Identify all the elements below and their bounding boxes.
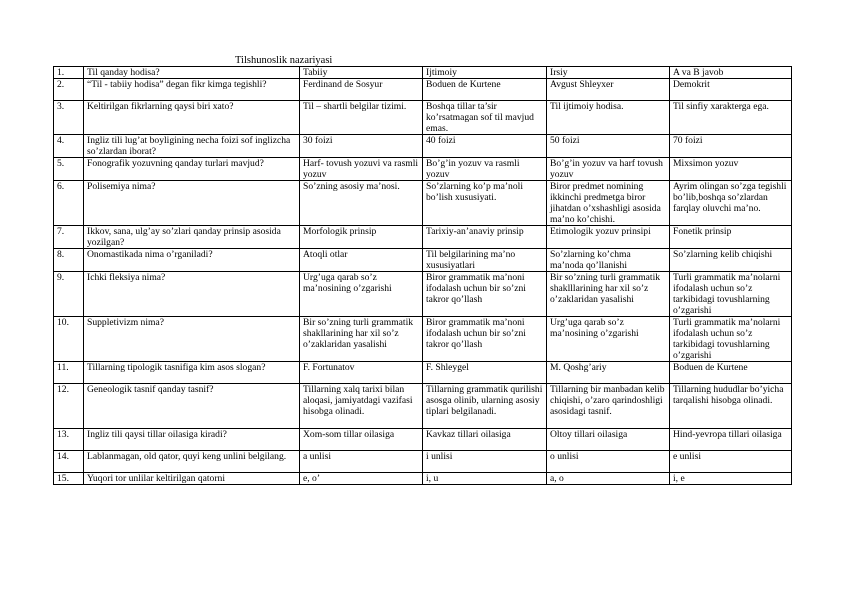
table-row	[54, 473, 792, 485]
answer-option-c: 50 foizi	[547, 135, 670, 158]
answer-option-c: Biror predmet nomining ikkinchi predmetga biror jihatdan o’xshashligi asosida ma’no ko’chishi.	[547, 181, 670, 226]
question-number: 7.	[54, 226, 84, 249]
answer-option-a: Ferdinand de Sosyur	[300, 79, 423, 101]
answer-option-b: i, u	[423, 473, 547, 485]
question-number: 6.	[54, 181, 84, 226]
answer-option-c: Bo’g’in yozuv va harf tovush yozuv	[547, 158, 670, 181]
answer-option-d: Ayrim olingan so’zga tegishli bo’lib,boshqa so’zlardan farqlay oluvchi ma’no.	[670, 181, 792, 226]
answer-option-a: Xom-som tillar oilasiga	[300, 429, 423, 451]
answer-option-d: A va B javob	[670, 67, 792, 79]
answer-option-c: M. Qoshg’ariy	[547, 362, 670, 384]
question-number: 9.	[54, 272, 84, 317]
question-text: Ingliz tili qaysi tillar oilasiga kiradi?	[84, 429, 300, 451]
question-text: Yuqori tor unlilar keltirilgan qatorni	[84, 473, 300, 485]
table-row	[54, 79, 792, 101]
answer-option-d: Mixsimon yozuv	[670, 158, 792, 181]
answer-option-b: Ijtimoiy	[423, 67, 547, 79]
question-number: 15.	[54, 473, 84, 485]
table-row	[54, 158, 792, 181]
answer-option-c: Tillarning bir manbadan kelib chiqishi, o’zaro qarindoshligi asosidagi tasnif.	[547, 384, 670, 429]
question-number: 2.	[54, 79, 84, 101]
answer-option-a: Tillarning xalq tarixi bilan aloqasi, jamiyatdagi vazifasi hisobga olinadi.	[300, 384, 423, 429]
question-number: 11.	[54, 362, 84, 384]
question-text: Lablanmagan, old qator, quyi keng unlini belgilang.	[84, 451, 300, 473]
table-row	[54, 181, 792, 226]
answer-option-d: Turli grammatik ma’nolarni ifodalash uchun so’z tarkibidagi tovushlarning o’zgarishi	[670, 272, 792, 317]
table-header-row	[54, 67, 792, 79]
question-text: Til qanday hodisa?	[84, 67, 300, 79]
answer-option-a: a unlisi	[300, 451, 423, 473]
answer-option-c: o unlisi	[547, 451, 670, 473]
answer-option-b: So’zlarning ko’p ma’noli bo’lish xususiyati.	[423, 181, 547, 226]
answer-option-b: Tillarning grammatik qurilishi asosga olinib, ularning asosiy tiplari belgilanadi.	[423, 384, 547, 429]
answer-option-a: So’zning asosiy ma’nosi.	[300, 181, 423, 226]
answer-option-c: Urg’uga qarab so’z ma’nosining o’zgarishi	[547, 317, 670, 362]
question-number: 3.	[54, 101, 84, 135]
answer-option-a: Urg’uga qarab so’z ma’nosining o’zgarishi	[300, 272, 423, 317]
question-number: 4.	[54, 135, 84, 158]
answer-option-a: Tabiiy	[300, 67, 423, 79]
answer-option-d: Demokrit	[670, 79, 792, 101]
question-text: Polisemiya nima?	[84, 181, 300, 226]
answer-option-c: Etimologik yozuv prinsipi	[547, 226, 670, 249]
answer-option-d: Fonetik prinsip	[670, 226, 792, 249]
answer-option-b: F. Shleygel	[423, 362, 547, 384]
table-row	[54, 317, 792, 362]
question-text: “Til - tabiiy hodisa” degan fikr kimga tegishli?	[84, 79, 300, 101]
answer-option-c: Oltoy tillari oilasiga	[547, 429, 670, 451]
answer-option-b: Kavkaz tillari oilasiga	[423, 429, 547, 451]
answer-option-d: Hind-yevropa tillari oilasiga	[670, 429, 792, 451]
answer-option-d: Til sinfiy xarakterga ega.	[670, 101, 792, 135]
answer-option-a: F. Fortunatov	[300, 362, 423, 384]
answer-option-b: Biror grammatik ma’noni ifodalash uchun bir so’zni takror qo’llash	[423, 317, 547, 362]
table-row	[54, 226, 792, 249]
question-text: Ingliz tili lug’at boyligining necha foizi sof inglizcha so’zlardan iborat?	[84, 135, 300, 158]
answer-option-b: Bo’g’in yozuv va rasmli yozuv	[423, 158, 547, 181]
question-number: 13.	[54, 429, 84, 451]
answer-option-d: Tillarning hududlar bo’yicha tarqalishi hisobga olinadi.	[670, 384, 792, 429]
table-row	[54, 429, 792, 451]
question-text: Geneologik tasnif qanday tasnif?	[84, 384, 300, 429]
question-number: 5.	[54, 158, 84, 181]
answer-option-c: Bir so’zning turli grammatik shaklllarining har xil so’z o’zaklaridan yasalishi	[547, 272, 670, 317]
table-row	[54, 451, 792, 473]
answer-option-b: 40 foizi	[423, 135, 547, 158]
answer-option-a: e, o’	[300, 473, 423, 485]
answer-option-a: Morfologik prinsip	[300, 226, 423, 249]
question-text: Suppletivizm nima?	[84, 317, 300, 362]
question-text: Ichki fleksiya nima?	[84, 272, 300, 317]
answer-option-b: Til belgilarining ma’no xususiyatlari	[423, 249, 547, 272]
answer-option-c: Irsiy	[547, 67, 670, 79]
answer-option-a: Bir so’zning turli grammatik shakllarining har xil so’z o’zaklaridan yasalishi	[300, 317, 423, 362]
question-number: 12.	[54, 384, 84, 429]
question-text: Onomastikada nima o’rganiladi?	[84, 249, 300, 272]
table-row	[54, 362, 792, 384]
answer-option-c: a, o	[547, 473, 670, 485]
answer-option-d: i, e	[670, 473, 792, 485]
question-text: Keltirilgan fikrlarning qaysi biri xato?	[84, 101, 300, 135]
question-text: Ikkov, sana, ulg’ay so’zlari qanday prinsip asosida yozilgan?	[84, 226, 300, 249]
quiz-table	[53, 66, 792, 485]
answer-option-d: 70 foizi	[670, 135, 792, 158]
answer-option-a: Atoqli otlar	[300, 249, 423, 272]
answer-option-d: Turli grammatik ma’nolarni ifodalash uchun so’z tarkibidagi tovushlarning o’zgarishi	[670, 317, 792, 362]
answer-option-c: Avgust Shleyxer	[547, 79, 670, 101]
answer-option-b: Boshqa tillar ta’sir ko’rsatmagan sof til mavjud emas.	[423, 101, 547, 135]
table-row	[54, 249, 792, 272]
question-number: 8.	[54, 249, 84, 272]
table-row	[54, 384, 792, 429]
question-number: 14.	[54, 451, 84, 473]
document-title: Tilshunoslik nazariyasi	[235, 55, 333, 66]
question-number: 10.	[54, 317, 84, 362]
table-row	[54, 135, 792, 158]
answer-option-d: Boduen de Kurtene	[670, 362, 792, 384]
answer-option-b: Biror grammatik ma’noni ifodalash uchun bir so’zni takror qo’llash	[423, 272, 547, 317]
answer-option-a: 30 foizi	[300, 135, 423, 158]
answer-option-c: So’zlarning ko’chma ma’noda qo’llanishi	[547, 249, 670, 272]
answer-option-b: Boduen de Kurtene	[423, 79, 547, 101]
question-text: Tillarning tipologik tasnifiga kim asos slogan?	[84, 362, 300, 384]
answer-option-a: Harf- tovush yozuvi va rasmli yozuv	[300, 158, 423, 181]
table-row	[54, 272, 792, 317]
table-row	[54, 101, 792, 135]
question-number: 1.	[54, 67, 84, 79]
answer-option-b: i unlisi	[423, 451, 547, 473]
answer-option-b: Tarixiy-an’anaviy prinsip	[423, 226, 547, 249]
answer-option-d: So’zlarning kelib chiqishi	[670, 249, 792, 272]
question-text: Fonografik yozuvning qanday turlari mavjud?	[84, 158, 300, 181]
answer-option-a: Til – shartli belgilar tizimi.	[300, 101, 423, 135]
answer-option-c: Til ijtimoiy hodisa.	[547, 101, 670, 135]
answer-option-d: e unlisi	[670, 451, 792, 473]
